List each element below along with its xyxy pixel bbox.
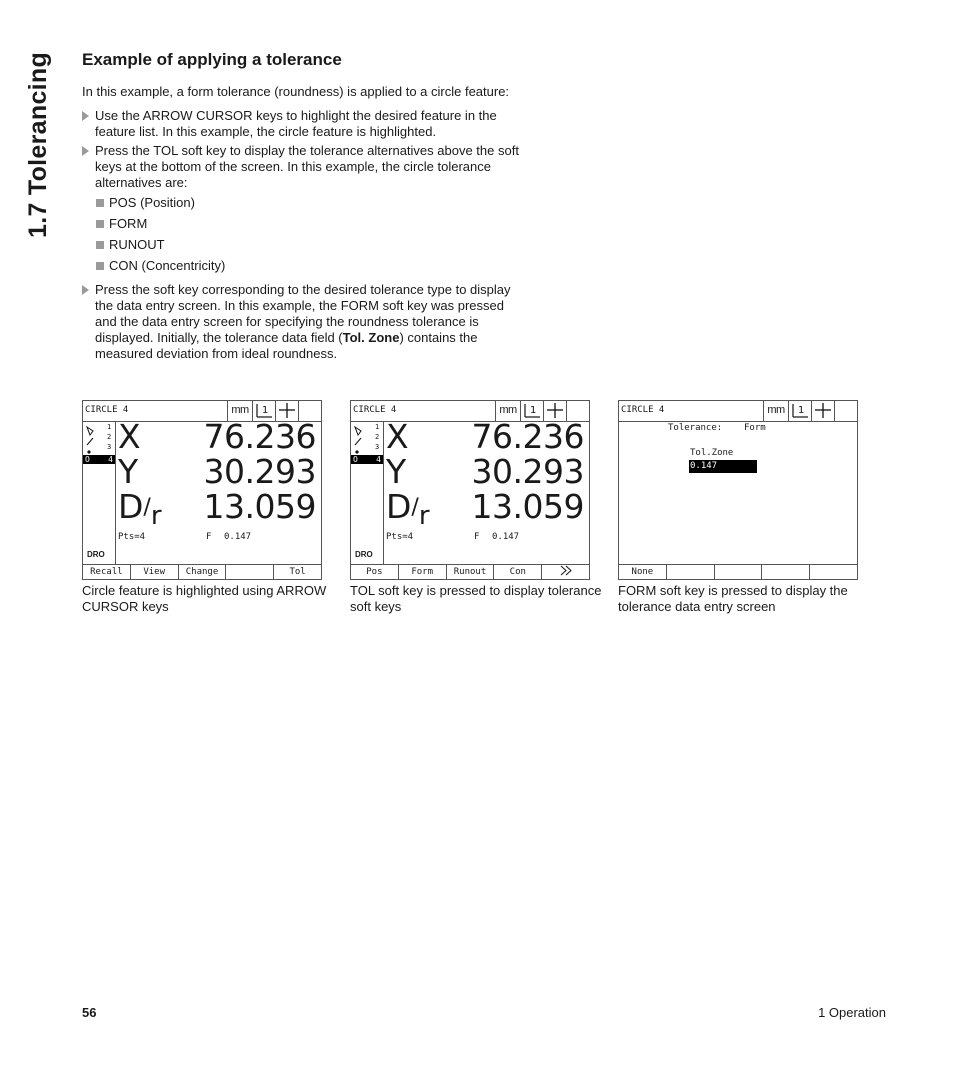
- y-axis-label: Y: [118, 452, 139, 491]
- datum-icon[interactable]: [788, 401, 812, 421]
- feature-title: CIRCLE 4: [621, 405, 665, 415]
- step-item: [82, 143, 527, 274]
- points-count: Pts=4: [118, 532, 146, 542]
- softkey-empty[interactable]: [714, 565, 762, 580]
- form-label: F: [474, 532, 480, 542]
- option-item: RUNOUT: [95, 237, 527, 253]
- section-title-text: 1.7 Tolerancing: [24, 51, 52, 238]
- units-button[interactable]: mm: [227, 401, 252, 421]
- feature-type-icons: [353, 425, 367, 455]
- highlighted-feature-row[interactable]: O 4: [353, 455, 381, 464]
- screen-caption: Circle feature is highlighted using ARROW CURSOR keys: [82, 583, 327, 614]
- list-index: 3: [375, 443, 380, 451]
- intro-paragraph: In this example, a form tolerance (roundness) is applied to a circle feature:: [82, 84, 510, 99]
- softkey-bar: [619, 564, 857, 580]
- step-item: Press the soft key corresponding to the desired tolerance type to display the data entry screen. In this example, the FORM soft key was pressed and the data entry screen for specifying the roundness tolerance is displayed. Initially, the tolerance data field (Tol. Zone) contains the measured deviation from ideal roundness.: [82, 282, 527, 362]
- feature-title: CIRCLE 4: [353, 405, 397, 415]
- dro-label: DRO: [355, 550, 373, 559]
- tol-zone-label: Tol.Zone: [690, 448, 734, 458]
- option-list: [95, 195, 527, 274]
- softkey-con[interactable]: Con: [493, 565, 541, 580]
- option-item: CON (Concentricity): [95, 258, 527, 274]
- screen-top-bar: [619, 401, 857, 422]
- highlighted-feature-row[interactable]: O 4: [85, 455, 113, 464]
- tol-zone-term: Tol. Zone: [342, 330, 400, 345]
- list-index: 2: [375, 433, 380, 441]
- main-content: [82, 48, 527, 365]
- softkey-runout[interactable]: Runout: [446, 565, 494, 580]
- softkey-none[interactable]: None: [631, 567, 654, 577]
- screen-caption: FORM soft key is pressed to display the tolerance data entry screen: [618, 583, 848, 614]
- tolerance-type: Form: [744, 423, 766, 433]
- dro-label: DRO: [87, 550, 105, 559]
- step-text: Use the ARROW CURSOR keys to highlight the desired feature in the feature list. In this example, the circle feature is highlighted.: [95, 108, 497, 139]
- units-button[interactable]: mm: [495, 401, 520, 421]
- list-index: 1: [107, 423, 112, 431]
- softkey-empty[interactable]: [225, 565, 273, 580]
- diameter-value: 13.059: [471, 487, 584, 526]
- diameter-radius-label: D/r: [118, 487, 162, 531]
- list-index: 1: [375, 423, 380, 431]
- section-heading: Example of applying a tolerance: [82, 50, 342, 69]
- screen-tolerance-softkeys: [350, 400, 590, 580]
- square-bullet-icon: [96, 241, 104, 249]
- square-bullet-icon: [96, 262, 104, 270]
- softkey-empty[interactable]: [761, 565, 809, 580]
- softkey-view[interactable]: View: [130, 565, 178, 580]
- softkey-pos[interactable]: Pos: [366, 567, 383, 577]
- page-number: 56: [82, 1005, 97, 1020]
- crosshair-icon[interactable]: [811, 401, 835, 421]
- y-value: 30.293: [471, 452, 584, 491]
- feature-title: CIRCLE 4: [85, 405, 129, 415]
- section-side-title: [24, 52, 58, 242]
- blank-cell: [834, 401, 858, 421]
- x-value: 76.236: [471, 417, 584, 456]
- step-item: [82, 108, 527, 140]
- more-arrow-icon: [559, 565, 573, 576]
- feature-list[interactable]: [351, 421, 384, 564]
- softkey-form[interactable]: Form: [398, 565, 446, 580]
- list-index: 3: [107, 443, 112, 451]
- svg-text:1: 1: [798, 405, 805, 416]
- svg-text:1: 1: [530, 405, 537, 416]
- diameter-radius-label: D/r: [386, 487, 430, 531]
- step-arrow-icon: [82, 285, 89, 295]
- screen-tolerance-entry: [618, 400, 858, 580]
- svg-text:1: 1: [262, 405, 269, 416]
- option-item: POS (Position): [95, 195, 527, 211]
- square-bullet-icon: [96, 199, 104, 207]
- step-text: Press the TOL soft key to display the tolerance alternatives above the soft keys at the bottom of the screen. In this example, the circle tolerance alternatives are:: [95, 143, 519, 190]
- feature-type-icons: [85, 425, 99, 455]
- screen-feature-highlighted: [82, 400, 322, 580]
- form-label: F: [206, 532, 212, 542]
- softkey-more[interactable]: [541, 565, 589, 580]
- x-axis-label: X: [386, 417, 409, 456]
- step-arrow-icon: [82, 146, 89, 156]
- softkey-bar: [351, 564, 589, 580]
- softkey-empty[interactable]: [809, 565, 857, 580]
- list-index: 2: [107, 433, 112, 441]
- units-button[interactable]: mm: [763, 401, 788, 421]
- form-value: 0.147: [492, 532, 520, 542]
- square-bullet-icon: [96, 220, 104, 228]
- softkey-recall[interactable]: Recall: [90, 567, 123, 577]
- screen-caption: TOL soft key is pressed to display tolerance soft keys: [350, 583, 602, 614]
- softkey-bar: [83, 564, 321, 580]
- points-count: Pts=4: [386, 532, 414, 542]
- step-arrow-icon: [82, 111, 89, 121]
- x-value: 76.236: [203, 417, 316, 456]
- x-axis-label: X: [118, 417, 141, 456]
- form-value: 0.147: [224, 532, 252, 542]
- y-value: 30.293: [203, 452, 316, 491]
- step-list: [82, 108, 527, 362]
- tol-zone-field[interactable]: 0.147: [689, 460, 757, 473]
- y-axis-label: Y: [386, 452, 407, 491]
- feature-list[interactable]: [83, 421, 116, 564]
- chapter-footer: 1 Operation: [818, 1005, 886, 1020]
- tolerance-label: Tolerance:: [668, 423, 723, 433]
- softkey-tol[interactable]: Tol: [273, 565, 321, 580]
- diameter-value: 13.059: [203, 487, 316, 526]
- option-item: FORM: [95, 216, 527, 232]
- softkey-change[interactable]: Change: [178, 565, 226, 580]
- softkey-empty[interactable]: [666, 565, 714, 580]
